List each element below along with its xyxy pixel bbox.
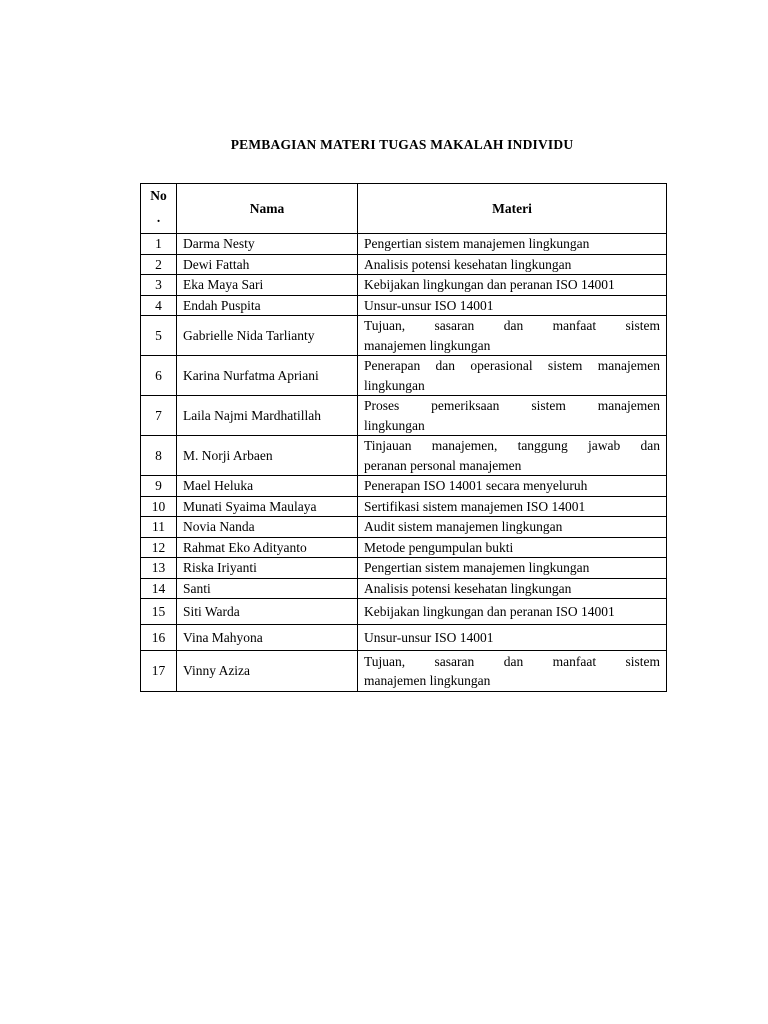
header-no: No . [141,184,177,234]
materi-line: Penerapan dan operasional sistem manajemen [364,358,660,373]
table-row [141,517,667,538]
materi-line: Proses pemeriksaan sistem manajemen [364,398,660,413]
table-row [141,275,667,296]
row-nama: Karina Nurfatma Apriani [177,356,358,396]
row-nama: Mael Heluka [177,476,358,497]
materi-line: Analisis potensi kesehatan lingkungan [364,580,572,596]
table-row [141,316,667,356]
row-materi [358,625,667,651]
materi-line: lingkungan [364,377,425,393]
row-materi [358,496,667,517]
table-row [141,599,667,625]
table-row [141,436,667,476]
row-nama: Laila Najmi Mardhatillah [177,396,358,436]
table-row [141,558,667,579]
row-materi [358,295,667,316]
materi-line: Metode pengumpulan bukti [364,539,514,555]
table-row [141,396,667,436]
table-row [141,234,667,255]
materi-line: Unsur-unsur ISO 14001 [364,629,494,645]
document-title: PEMBAGIAN MATERI TUGAS MAKALAH INDIVIDU [230,137,574,152]
row-materi [358,651,667,692]
header-nama: Nama [177,184,358,234]
table-row [141,578,667,599]
row-number: 1 [141,234,177,255]
row-number: 15 [141,599,177,625]
row-materi [358,316,667,356]
row-nama: Siti Warda [177,599,358,625]
row-nama: Eka Maya Sari [177,275,358,296]
row-number: 6 [141,356,177,396]
row-nama: M. Norji Arbaen [177,436,358,476]
materi-line: Kebijakan lingkungan dan peranan ISO 14001 [364,277,615,292]
row-number: 2 [141,254,177,275]
row-number: 3 [141,275,177,296]
row-materi [358,578,667,599]
row-number: 10 [141,496,177,517]
table-row [141,356,667,396]
row-number: 11 [141,517,177,538]
table-row [141,295,667,316]
materi-line: Pengertian sistem manajemen lingkungan [364,560,590,575]
row-nama: Novia Nanda [177,517,358,538]
assignment-table [140,183,667,692]
materi-line: Kebijakan lingkungan dan peranan ISO 14001 [364,603,615,619]
row-number: 5 [141,316,177,356]
table-row [141,651,667,692]
materi-line: Audit sistem manajemen lingkungan [364,519,563,534]
row-materi [358,476,667,497]
row-nama: Munati Syaima Maulaya [177,496,358,517]
table-row [141,476,667,497]
row-number: 8 [141,436,177,476]
row-nama: Gabrielle Nida Tarlianty [177,316,358,356]
row-number: 4 [141,295,177,316]
row-materi [358,275,667,296]
materi-line: Pengertian sistem manajemen lingkungan [364,236,590,251]
table-body [141,234,667,692]
row-nama: Endah Puspita [177,295,358,316]
table-header-row [141,184,667,234]
header-materi: Materi [358,184,667,234]
row-number: 17 [141,651,177,692]
row-nama: Santi [177,578,358,599]
row-number: 12 [141,537,177,558]
row-number: 13 [141,558,177,579]
row-materi [358,396,667,436]
row-number: 16 [141,625,177,651]
row-nama: Riska Iriyanti [177,558,358,579]
materi-line: Unsur-unsur ISO 14001 [364,297,494,313]
row-materi [358,254,667,275]
row-materi [358,234,667,255]
materi-line: Tujuan, sasaran dan manfaat sistem [364,318,660,333]
materi-line: manajemen lingkungan [364,673,491,688]
row-nama: Vina Mahyona [177,625,358,651]
row-materi [358,356,667,396]
materi-line: Sertifikasi sistem manajemen ISO 14001 [364,498,586,514]
table-row [141,496,667,517]
table-row [141,625,667,651]
row-materi [358,558,667,579]
materi-line: lingkungan [364,417,425,433]
row-nama: Darma Nesty [177,234,358,255]
row-number: 9 [141,476,177,497]
materi-line: Tinjauan manajemen, tanggung jawab dan [364,438,660,453]
row-nama: Rahmat Eko Adityanto [177,537,358,558]
table-row [141,537,667,558]
materi-line: peranan personal manajemen [364,457,522,473]
materi-line: Analisis potensi kesehatan lingkungan [364,256,572,272]
row-materi [358,436,667,476]
row-nama: Vinny Aziza [177,651,358,692]
row-materi [358,537,667,558]
row-number: 7 [141,396,177,436]
row-materi [358,517,667,538]
materi-line: Tujuan, sasaran dan manfaat sistem [364,653,660,669]
row-nama: Dewi Fattah [177,254,358,275]
table-row [141,254,667,275]
materi-line: Penerapan ISO 14001 secara menyeluruh [364,478,588,493]
row-number: 14 [141,578,177,599]
row-materi [358,599,667,625]
materi-line: manajemen lingkungan [364,337,491,353]
